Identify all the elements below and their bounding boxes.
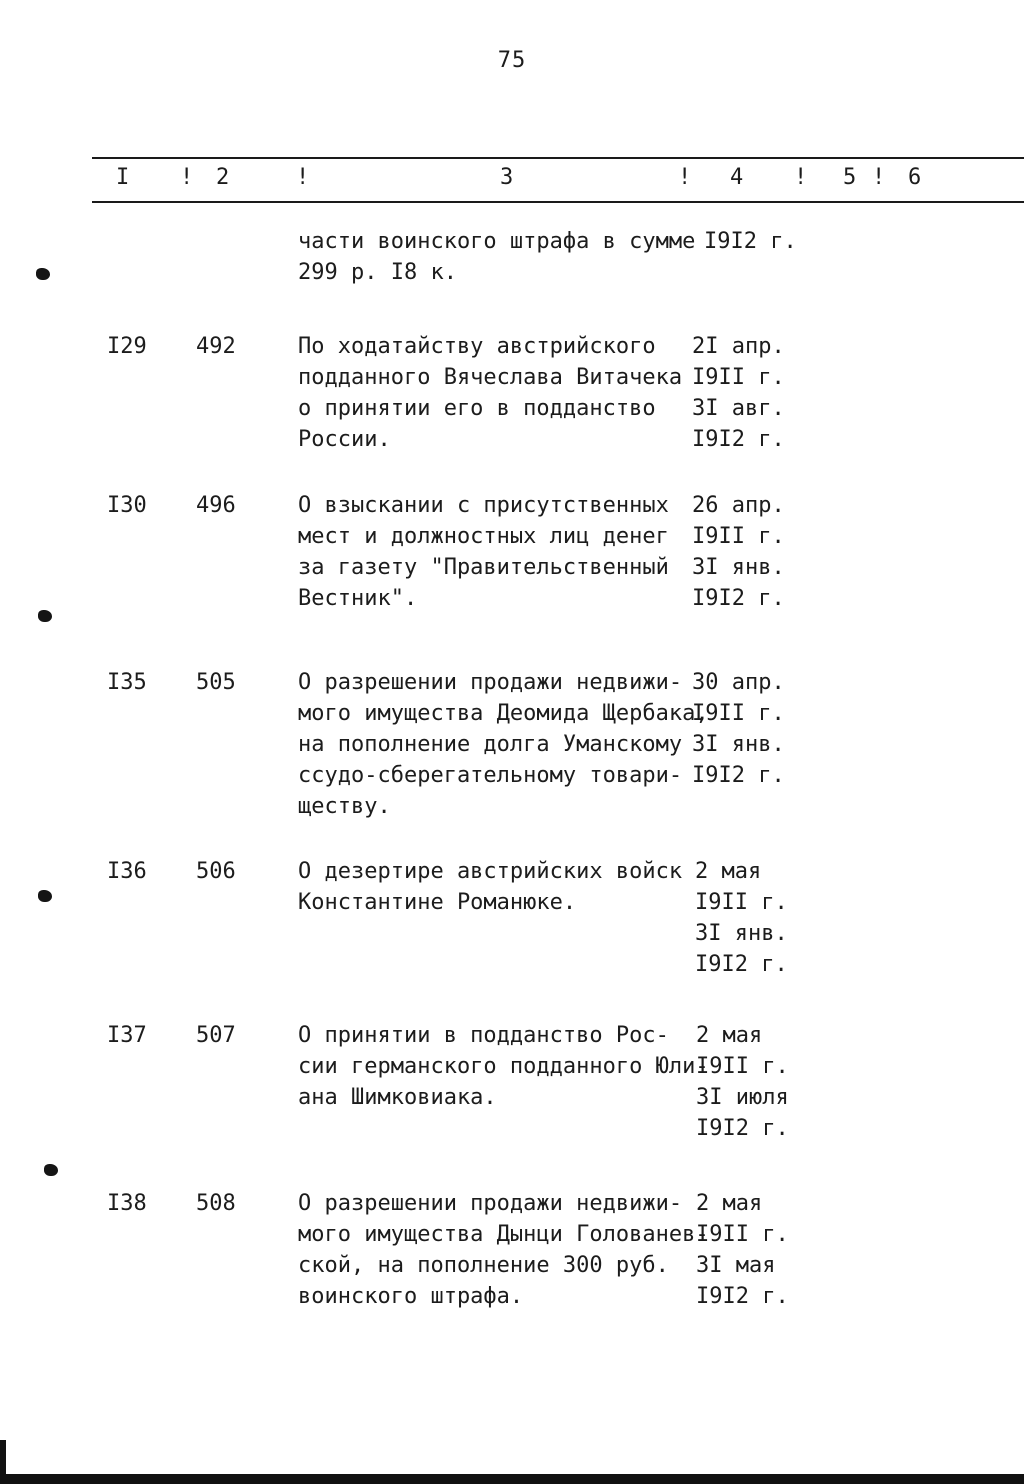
date-line: I9II г. [696,1222,789,1247]
binding-hole-mark [36,268,50,280]
header-col-1: I [116,165,130,190]
entry-dates [692,667,812,791]
date-line: 3I янв. [692,555,785,580]
entry-number: I38 [107,1191,147,1216]
description-line: О разрешении продажи недвижи- [298,1191,683,1216]
entry-description [298,1188,709,1312]
date-line: 30 апр. [692,670,785,695]
binding-hole-mark [38,610,52,622]
description-line: ществу. [298,794,391,819]
scan-bottom-edge [0,1474,1024,1484]
description-line: подданного Вячеслава Витачека [298,365,683,390]
description-line: воинского штрафа. [298,1284,524,1309]
date-line: I9II г. [696,1054,789,1079]
description-line: О принятии в подданство Рос- [298,1023,669,1048]
header-sep-4: ! [794,165,808,190]
date-line: 2I апр. [692,334,785,359]
header-sep-1: ! [180,165,194,190]
date-line: 3I июля [696,1085,789,1110]
entry-dates [696,1188,816,1312]
date-line: 3I авг. [692,396,785,421]
header-col-4: 4 [730,165,744,190]
description-line: Константине Романюке. [298,890,577,915]
table-header [0,165,1024,195]
date-line: 2 мая [696,1191,763,1216]
date-line: I9I2 г. [692,427,785,452]
binding-hole-mark [44,1164,58,1176]
description-line: России. [298,427,391,452]
date-line: 26 апр. [692,493,785,518]
file-number: 492 [196,334,236,359]
description-line: ской, на пополнение 300 руб. [298,1253,669,1278]
scan-left-edge [0,1440,6,1484]
date-line: 3I янв. [695,921,788,946]
date-line: I9II г. [695,890,788,915]
entry-description [298,667,709,822]
header-col-6: 6 [908,165,922,190]
header-sep-2: ! [296,165,310,190]
description-line: о принятии его в подданство [298,396,656,421]
description-line: О взыскании с присутственных [298,493,669,518]
file-number: 496 [196,493,236,518]
header-col-5: 5 [843,165,857,190]
description-line: мого имущества Дынци Голованев- [298,1222,709,1247]
date-line: 3I янв. [692,732,785,757]
binding-hole-mark [38,890,52,902]
file-number: 506 [196,859,236,884]
header-sep-5: ! [872,165,886,190]
continuation-dates [704,226,824,257]
description-line: 299 р. I8 к. [298,260,457,285]
entry-description [298,856,698,918]
entry-description [298,331,698,455]
description-line: О дезертире австрийских войск [298,859,683,884]
entry-description [298,490,698,614]
entry-dates [692,331,812,455]
date-line: I9I2 г. [692,586,785,611]
entry-dates [696,1020,816,1144]
date-line: I9II г. [692,365,785,390]
description-line: По ходатайству австрийского [298,334,656,359]
header-bottom-rule [92,201,1024,203]
description-line: за газету "Правительственный [298,555,669,580]
file-number: 505 [196,670,236,695]
description-line: мест и должностных лиц денег [298,524,669,549]
file-number: 507 [196,1023,236,1048]
page-number: 75 [497,48,527,73]
header-col-2: 2 [216,165,230,190]
date-line: I9I2 г. [692,763,785,788]
description-line: О разрешении продажи недвижи- [298,670,683,695]
entry-dates [692,490,812,614]
description-line: мого имущества Деомида Щербака, [298,701,709,726]
date-line: 2 мая [696,1023,763,1048]
description-line: части воинского штрафа в сумме [298,229,696,254]
entry-number: I29 [107,334,147,359]
description-line: ана Шимковиака. [298,1085,497,1110]
header-top-rule [92,157,1024,159]
continuation-description [298,226,698,288]
description-line: Вестник". [298,586,418,611]
entry-number: I36 [107,859,147,884]
entry-number: I37 [107,1023,147,1048]
date-line: I9I2 г. [704,229,797,254]
header-sep-3: ! [678,165,692,190]
entry-number: I30 [107,493,147,518]
description-line: ссудо-сберегательному товари- [298,763,683,788]
date-line: I9II г. [692,524,785,549]
description-line: на пополнение долга Уманскому [298,732,683,757]
date-line: I9I2 г. [696,1116,789,1141]
entry-description [298,1020,709,1113]
entry-dates [695,856,815,980]
date-line: I9I2 г. [695,952,788,977]
header-col-3: 3 [500,165,514,190]
date-line: 3I мая [696,1253,776,1278]
date-line: I9I2 г. [696,1284,789,1309]
entry-number: I35 [107,670,147,695]
date-line: I9II г. [692,701,785,726]
date-line: 2 мая [695,859,762,884]
file-number: 508 [196,1191,236,1216]
description-line: сии германского подданного Юли- [298,1054,709,1079]
